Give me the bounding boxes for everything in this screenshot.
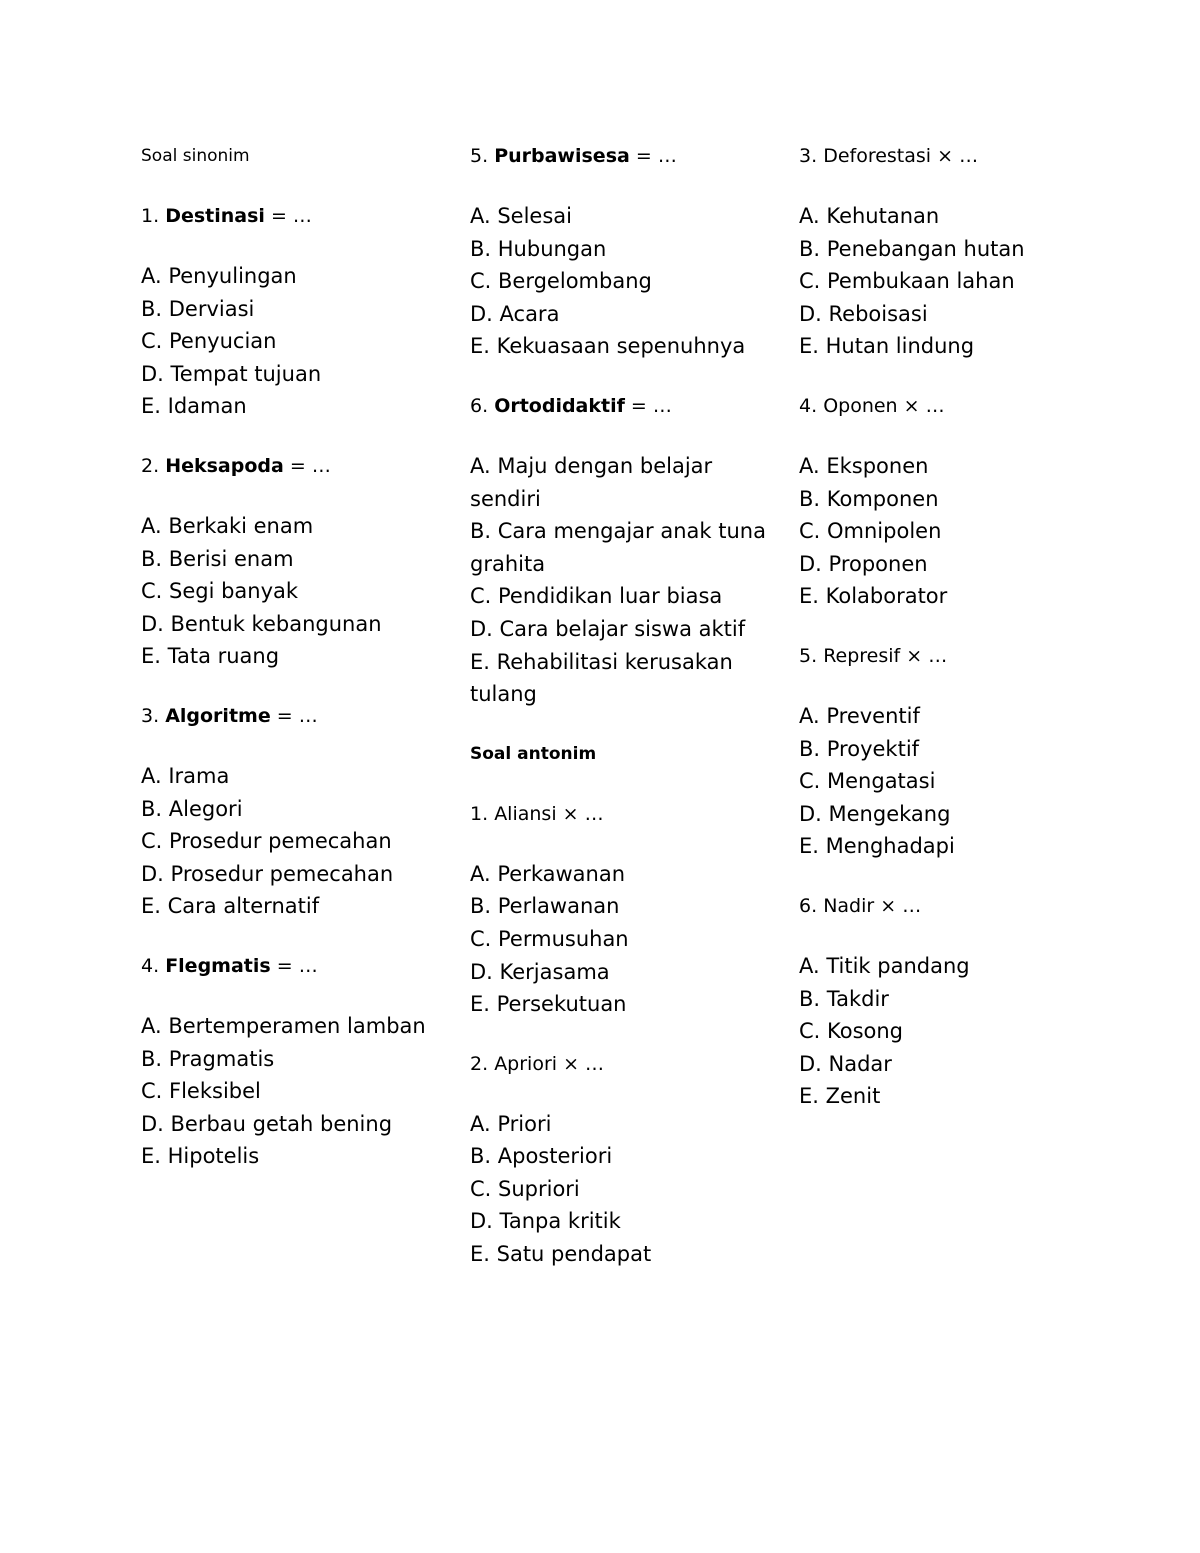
question-relation: = …	[264, 205, 312, 227]
question-relation: × …	[900, 644, 948, 667]
answer-option: A. Kehutanan	[799, 204, 940, 228]
question-relation: = …	[270, 704, 318, 727]
question-term: Ortodidaktif	[494, 394, 625, 417]
answer-option: E. Rehabilitasi kerusakan tulang	[470, 649, 733, 707]
answer-option: E. Kekuasaan sepenuhnya	[470, 334, 746, 359]
answer-option: D. Tanpa kritik	[470, 1209, 621, 1234]
answer-option: C. Fleksibel	[141, 1079, 261, 1104]
answer-option: C. Pembukaan lahan	[799, 269, 1015, 294]
answer-option: C. Supriori	[470, 1176, 580, 1201]
answer-option: E. Idaman	[141, 394, 247, 419]
answer-option: D. Acara	[470, 301, 560, 326]
answer-option: A. Perkawanan	[470, 861, 626, 886]
answer-option: E. Hutan lindung	[799, 334, 975, 359]
answer-options	[470, 858, 780, 1021]
answer-option: E. Cara alternatif	[141, 894, 320, 919]
question-relation: × …	[874, 894, 922, 917]
answer-option: B. Aposteriori	[470, 1144, 613, 1169]
answer-options	[799, 950, 1139, 1113]
answer-options	[799, 700, 1139, 863]
answer-option: A. Berkaki enam	[141, 513, 314, 538]
question-term: Oponen	[823, 394, 898, 417]
question-term: Destinasi	[165, 205, 265, 227]
answer-option: E. Tata ruang	[141, 644, 280, 669]
answer-option: B. Penebangan hutan	[799, 236, 1025, 261]
answer-options	[141, 760, 441, 923]
question-heading	[470, 140, 780, 173]
answer-option: C. Pendidikan luar biasa	[470, 584, 723, 609]
answer-options	[141, 510, 441, 673]
answer-option: E. Satu pendapat	[470, 1242, 652, 1267]
question-relation: = …	[270, 954, 318, 977]
answer-option: A. Titik pandang	[799, 953, 970, 978]
answer-options	[141, 260, 441, 423]
answer-option: A. Selesai	[470, 204, 572, 228]
question-number: 4.	[799, 394, 818, 417]
answer-option: A. Bertemperamen lamban	[141, 1013, 426, 1038]
question-heading	[799, 640, 1139, 673]
section-title: Soal sinonim	[141, 146, 250, 166]
question-term: Algoritme	[165, 704, 271, 727]
question-number: 1.	[470, 802, 489, 825]
answer-option: C. Segi banyak	[141, 579, 299, 604]
answer-option: E. Kolaborator	[799, 584, 948, 609]
question-relation: × …	[557, 1052, 605, 1075]
answer-option: E. Persekutuan	[470, 992, 627, 1017]
answer-option: D. Tempat tujuan	[141, 361, 322, 386]
answer-option: B. Proyektif	[799, 736, 920, 761]
answer-option: A. Irama	[141, 763, 230, 788]
answer-option: C. Bergelombang	[470, 269, 652, 294]
question-term: Heksapoda	[165, 454, 284, 477]
answer-option: B. Komponen	[799, 486, 939, 511]
column-synonyms-1	[141, 140, 441, 1200]
question-number: 3.	[141, 704, 160, 727]
question-relation: × …	[931, 145, 979, 167]
answer-option: D. Kerjasama	[470, 959, 610, 984]
question-term: Deforestasi	[823, 145, 932, 167]
question-heading	[470, 1048, 780, 1081]
answer-option: D. Bentuk kebangunan	[141, 611, 382, 636]
answer-options	[799, 450, 1139, 613]
answer-options	[799, 200, 1139, 363]
question-heading	[141, 200, 441, 233]
answer-option: A. Eksponen	[799, 453, 929, 478]
answer-options	[470, 450, 780, 711]
question-number: 1.	[141, 205, 160, 227]
answer-option: B. Hubungan	[470, 236, 607, 261]
question-term: Purbawisesa	[494, 145, 630, 167]
answer-option: E. Zenit	[799, 1084, 881, 1109]
question-heading	[141, 700, 441, 733]
question-heading	[799, 890, 1139, 923]
answer-option: A. Preventif	[799, 703, 920, 728]
question-term: Aliansi	[494, 802, 557, 825]
answer-option: C. Prosedur pemecahan	[141, 829, 392, 854]
question-relation: = …	[283, 454, 331, 477]
question-heading	[470, 798, 780, 831]
answer-option: C. Penyucian	[141, 329, 277, 354]
question-term: Nadir	[823, 894, 875, 917]
answer-option: B. Berisi enam	[141, 546, 294, 571]
question-heading	[141, 450, 441, 483]
answer-option: E. Menghadapi	[799, 834, 955, 859]
question-number: 3.	[799, 145, 818, 167]
question-term: Represif	[823, 644, 901, 667]
answer-option: D. Mengekang	[799, 801, 951, 826]
question-number: 5.	[470, 145, 489, 167]
answer-option: C. Mengatasi	[799, 769, 936, 794]
question-number: 5.	[799, 644, 818, 667]
answer-option: D. Berbau getah bening	[141, 1111, 393, 1136]
question-heading	[799, 390, 1139, 423]
column-synonyms-2-antonyms-1	[470, 140, 780, 1298]
answer-option: D. Proponen	[799, 551, 928, 576]
answer-option: A. Penyulingan	[141, 264, 297, 288]
answer-options	[470, 200, 780, 363]
answer-option: C. Omnipolen	[799, 519, 942, 544]
answer-option: D. Nadar	[799, 1051, 892, 1076]
answer-option: B. Derviasi	[141, 296, 255, 321]
answer-option: B. Cara mengajar anak tuna grahita	[470, 519, 766, 576]
question-number: 2.	[470, 1052, 489, 1075]
answer-option: B. Perlawanan	[470, 894, 620, 919]
answer-option: B. Takdir	[799, 986, 889, 1011]
question-heading	[799, 140, 1139, 173]
question-number: 2.	[141, 454, 160, 477]
question-heading	[141, 950, 441, 983]
question-number: 6.	[799, 894, 818, 917]
question-term: Flegmatis	[165, 954, 271, 977]
answer-options	[141, 1010, 441, 1173]
question-relation: = …	[624, 394, 672, 417]
answer-option: B. Pragmatis	[141, 1046, 275, 1071]
question-relation: × …	[556, 802, 604, 825]
answer-options	[470, 1108, 780, 1271]
question-heading	[470, 390, 780, 423]
answer-option: B. Alegori	[141, 796, 243, 821]
question-relation: = …	[629, 145, 677, 167]
answer-option: E. Hipotelis	[141, 1144, 260, 1169]
question-term: Apriori	[494, 1052, 558, 1075]
answer-option: D. Cara belajar siswa aktif	[470, 616, 746, 641]
question-relation: × …	[897, 394, 945, 417]
question-number: 4.	[141, 954, 160, 977]
answer-option: C. Kosong	[799, 1019, 904, 1044]
answer-option: A. Priori	[470, 1111, 552, 1136]
answer-option: D. Reboisasi	[799, 301, 928, 326]
answer-option: A. Maju dengan belajar sendiri	[470, 453, 713, 511]
answer-option: D. Prosedur pemecahan	[141, 861, 394, 886]
column-antonyms-2	[799, 140, 1139, 1140]
answer-option: C. Permusuhan	[470, 926, 629, 951]
question-number: 6.	[470, 394, 489, 417]
section-title: Soal antonim	[470, 743, 597, 764]
